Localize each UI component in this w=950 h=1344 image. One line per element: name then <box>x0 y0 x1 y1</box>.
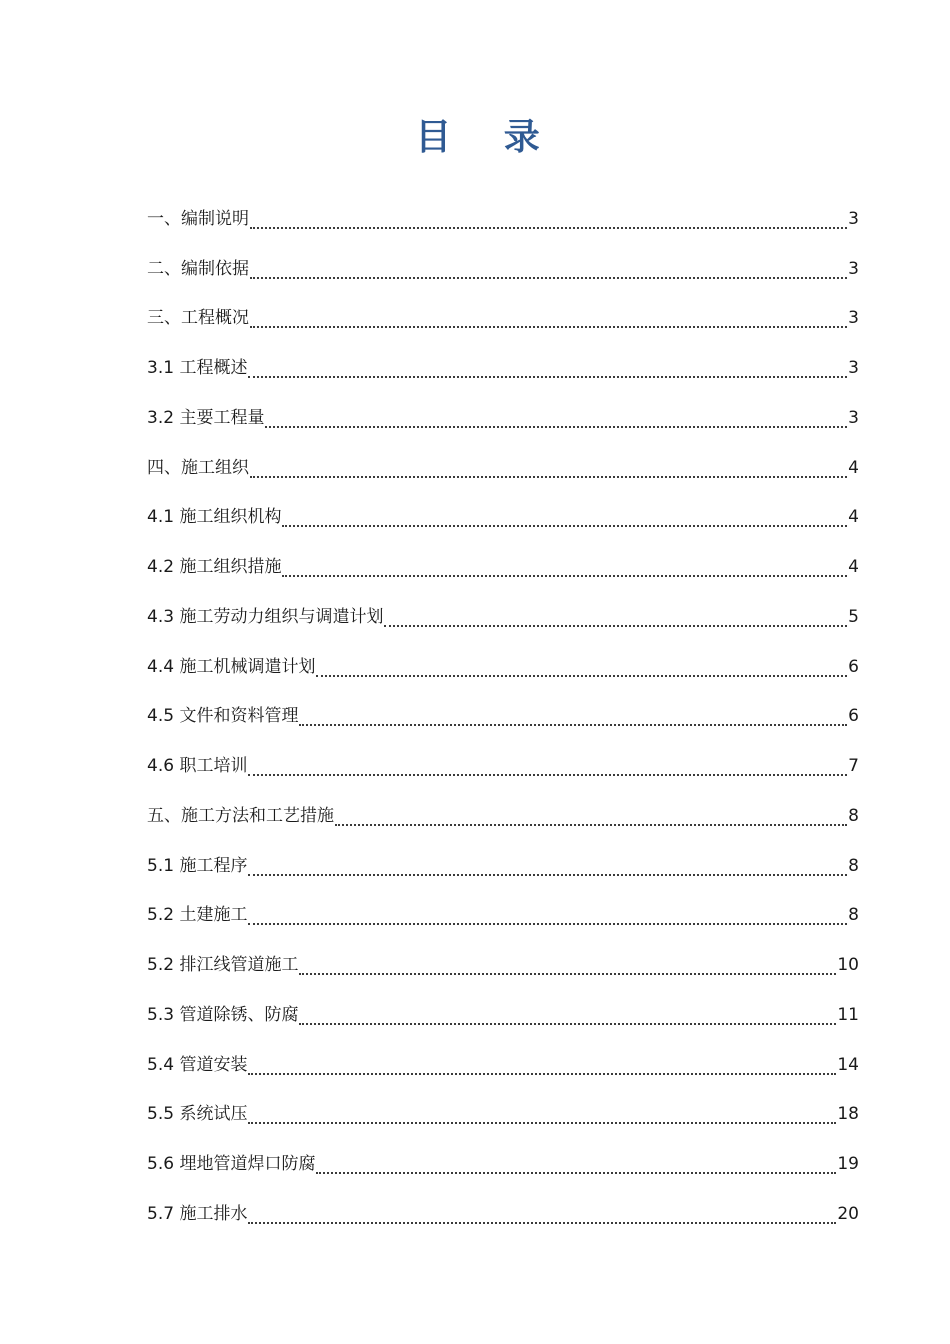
toc-entry-label: 5.2 排江线管道施工 <box>147 955 299 975</box>
toc-entry-page-number: 8 <box>848 855 859 876</box>
toc-entry-label: 3.1 工程概述 <box>147 358 248 378</box>
toc-entry-label: 5.4 管道安装 <box>147 1054 248 1075</box>
toc-entry[interactable] <box>147 389 859 439</box>
toc-entry-label: 4.5 文件和资料管理 <box>147 706 299 727</box>
toc-dot-leader <box>282 525 847 527</box>
toc-entry-label: 4.6 职工培训 <box>147 756 248 776</box>
toc-dot-leader <box>384 625 847 627</box>
toc-entry-label: 5.7 施工排水 <box>147 1203 248 1224</box>
toc-entry-page-number: 11 <box>837 1004 859 1025</box>
toc-dot-leader <box>299 973 836 975</box>
toc-entry[interactable] <box>147 489 859 539</box>
toc-entry-page-number: 4 <box>848 457 859 478</box>
toc-dot-leader <box>248 923 847 925</box>
toc-entry[interactable] <box>147 737 859 787</box>
toc-entry[interactable] <box>147 1135 859 1185</box>
toc-entry-page-number: 10 <box>837 955 859 975</box>
toc-dot-leader <box>248 376 847 378</box>
toc-dot-leader <box>250 476 847 478</box>
toc-entry-page-number: 20 <box>837 1203 859 1224</box>
toc-entry-label: 4.4 施工机械调遣计划 <box>147 656 316 677</box>
toc-dot-leader <box>282 575 847 577</box>
toc-entry-page-number: 7 <box>848 756 859 776</box>
toc-entry[interactable] <box>147 290 859 340</box>
toc-dot-leader <box>250 227 847 229</box>
toc-list <box>147 190 859 1235</box>
toc-entry[interactable] <box>147 1086 859 1136</box>
toc-entry-label: 4.3 施工劳动力组织与调遣计划 <box>147 606 384 627</box>
toc-entry-page-number: 6 <box>848 656 859 677</box>
toc-entry[interactable] <box>147 887 859 937</box>
toc-dot-leader <box>248 1073 836 1075</box>
toc-title: 目 录 <box>415 117 560 158</box>
toc-dot-leader <box>299 1023 836 1025</box>
toc-dot-leader <box>316 675 847 677</box>
toc-dot-leader <box>250 277 847 279</box>
toc-entry-page-number: 6 <box>848 706 859 727</box>
toc-entry-label: 四、施工组织 <box>147 457 249 478</box>
toc-entry[interactable] <box>147 190 859 240</box>
toc-entry-label: 五、施工方法和工艺措施 <box>147 805 334 826</box>
toc-entry-label: 5.6 埋地管道焊口防腐 <box>147 1154 316 1174</box>
toc-dot-leader <box>299 724 847 726</box>
toc-entry-label: 4.2 施工组织措施 <box>147 557 282 577</box>
toc-entry[interactable] <box>147 1185 859 1235</box>
toc-dot-leader <box>248 1222 836 1224</box>
toc-entry-label: 三、工程概况 <box>147 308 249 329</box>
toc-entry[interactable] <box>147 538 859 588</box>
toc-entry[interactable] <box>147 688 859 738</box>
toc-entry[interactable] <box>147 986 859 1036</box>
toc-entry[interactable] <box>147 936 859 986</box>
toc-entry-page-number: 18 <box>837 1104 859 1125</box>
toc-dot-leader <box>335 824 847 826</box>
toc-dot-leader <box>248 1122 836 1124</box>
toc-entry[interactable] <box>147 837 859 887</box>
toc-entry-page-number: 3 <box>848 358 859 378</box>
toc-entry-label: 5.2 土建施工 <box>147 905 248 926</box>
toc-entry-label: 4.1 施工组织机构 <box>147 507 282 528</box>
toc-entry-page-number: 3 <box>848 258 859 279</box>
toc-entry[interactable] <box>147 339 859 389</box>
toc-entry[interactable] <box>147 638 859 688</box>
toc-entry[interactable] <box>147 787 859 837</box>
toc-entry-label: 3.2 主要工程量 <box>147 407 265 428</box>
toc-entry-label: 二、编制依据 <box>147 258 249 279</box>
toc-entry-page-number: 5 <box>848 606 859 627</box>
toc-entry-page-number: 14 <box>837 1054 859 1075</box>
toc-entry-page-number: 8 <box>848 905 859 926</box>
toc-dot-leader <box>316 1172 836 1174</box>
toc-dot-leader <box>250 326 847 328</box>
toc-entry-page-number: 3 <box>848 308 859 329</box>
toc-entry[interactable] <box>147 439 859 489</box>
toc-entry-label: 5.5 系统试压 <box>147 1104 248 1125</box>
toc-entry-page-number: 8 <box>848 805 859 826</box>
toc-entry-label: 5.1 施工程序 <box>147 855 248 876</box>
toc-entry-page-number: 4 <box>848 557 859 577</box>
toc-entry[interactable] <box>147 1036 859 1086</box>
toc-entry-page-number: 3 <box>848 407 859 428</box>
toc-entry-label: 5.3 管道除锈、防腐 <box>147 1004 299 1025</box>
toc-entry-page-number: 19 <box>837 1154 859 1174</box>
toc-dot-leader <box>248 774 847 776</box>
toc-entry-label: 一、编制说明 <box>147 208 249 229</box>
toc-entry-page-number: 4 <box>848 507 859 528</box>
toc-entry[interactable] <box>147 240 859 290</box>
toc-entry[interactable] <box>147 588 859 638</box>
toc-dot-leader <box>248 874 847 876</box>
toc-dot-leader <box>265 426 847 428</box>
toc-entry-page-number: 3 <box>848 208 859 229</box>
